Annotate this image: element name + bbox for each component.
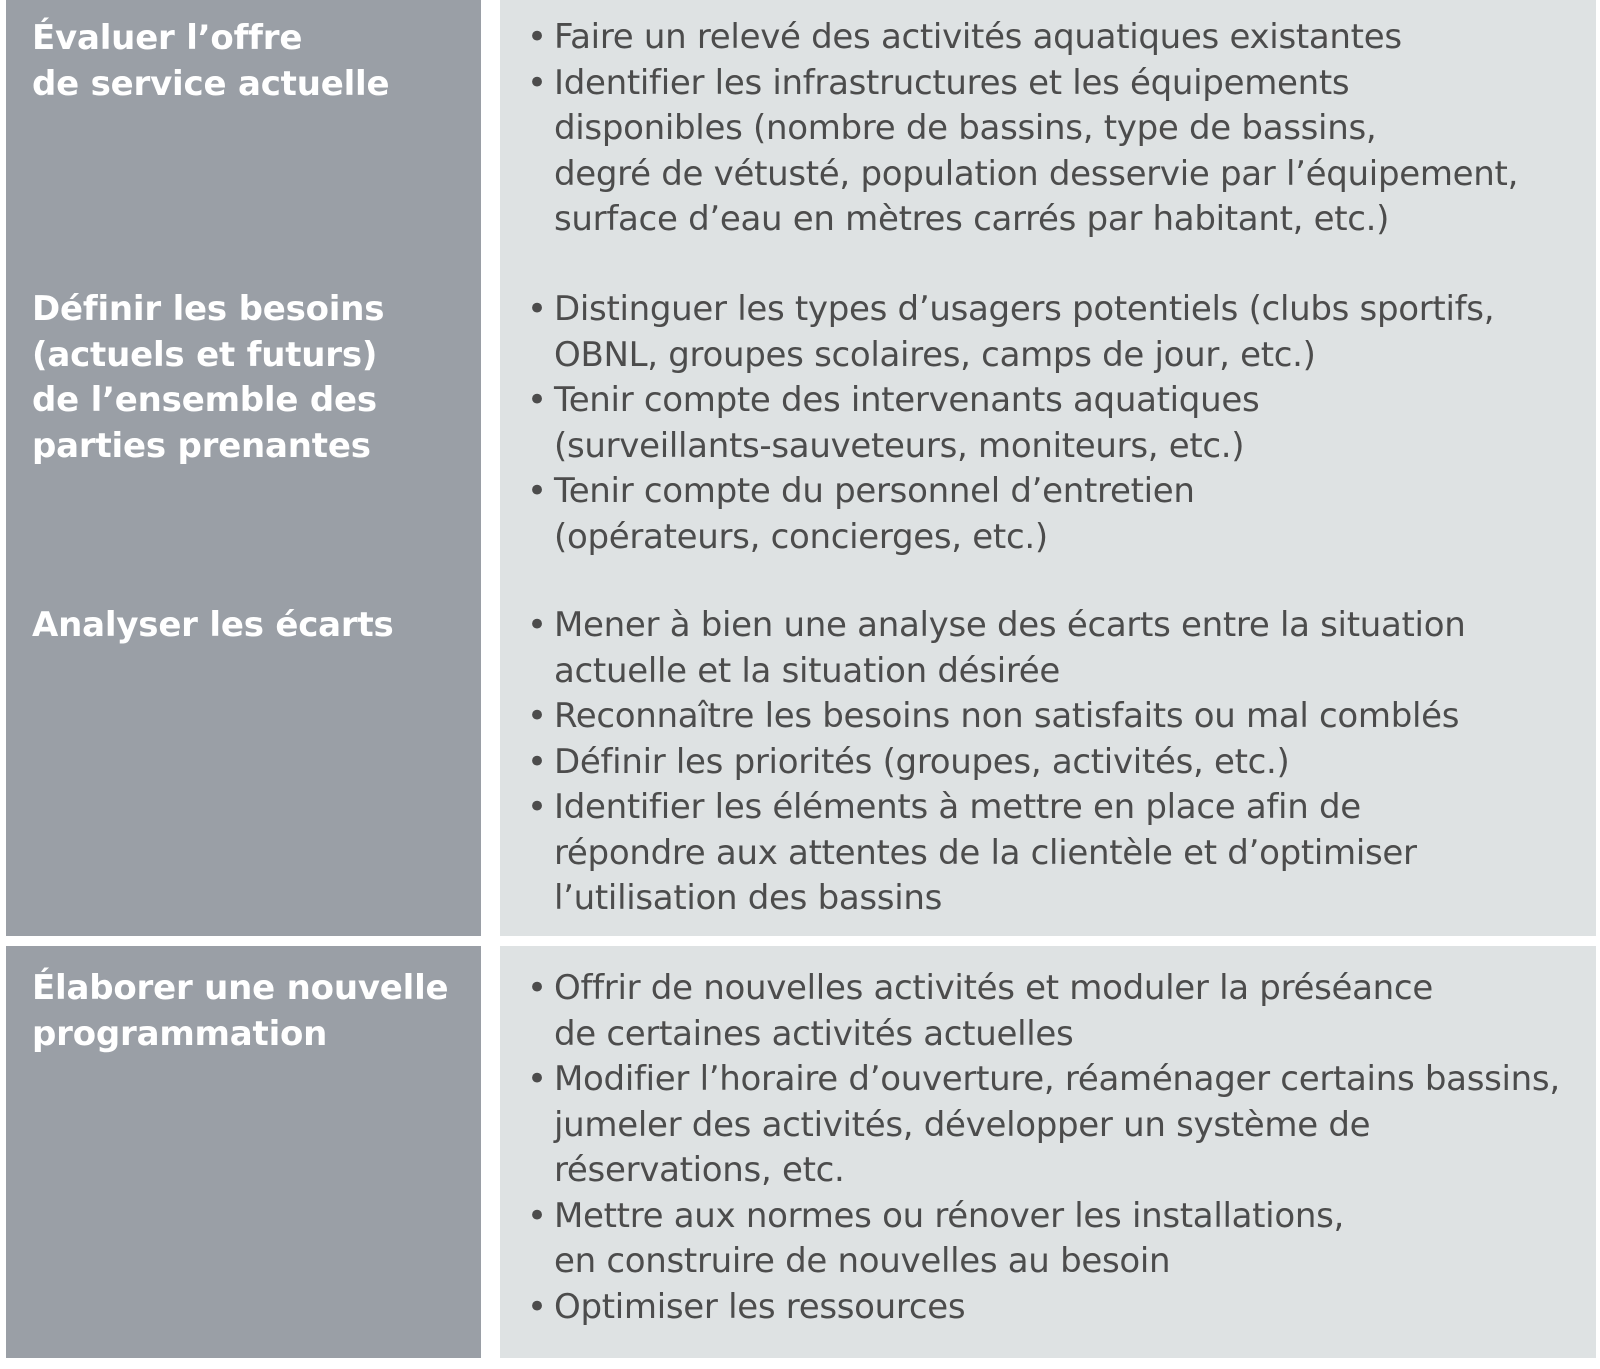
bullet-icon: • bbox=[527, 17, 547, 57]
section-heading-definir: Définir les besoins (actuels et futurs) de l’ensemble des parties prenantes bbox=[32, 289, 385, 466]
bullet-icon: • bbox=[527, 1059, 547, 1099]
list-item: • Mettre aux normes ou rénover les installations, en construire de nouvelles au besoin bbox=[527, 1195, 1344, 1281]
list-item: • Faire un relevé des activités aquatiques existantes bbox=[527, 15, 1587, 61]
section-heading-evaluer: Évaluer l’offre de service actuelle bbox=[32, 18, 390, 104]
list-item: • Offrir de nouvelles activités et moduler la préséance de certaines activités actuelles bbox=[527, 968, 1433, 1054]
list-item: • Mener à bien une analyse des écarts entre la situation actuelle et la situation désirée bbox=[527, 605, 1466, 691]
section-list-analyser bbox=[527, 603, 1587, 922]
bullet-icon: • bbox=[527, 471, 547, 511]
list-item: • Distinguer les types d’usagers potentiels (clubs sportifs, OBNL, groupes scolaires, camps de jour, etc.) bbox=[527, 289, 1495, 375]
list-item: • Tenir compte des intervenants aquatiques (surveillants-sauveteurs, moniteurs, etc.) bbox=[527, 380, 1260, 466]
section-heading-elaborer: Élaborer une nouvelle programmation bbox=[32, 968, 449, 1054]
bullet-icon: • bbox=[527, 380, 547, 420]
list-item: • Reconnaître les besoins non satisfaits ou mal comblés bbox=[527, 694, 1587, 740]
bullet-icon: • bbox=[527, 741, 547, 782]
bullet-icon: • bbox=[527, 1286, 547, 1327]
section-list-definir bbox=[527, 287, 1587, 560]
list-item: • Identifier les éléments à mettre en place afin de répondre aux attentes de la clientèle et d’optimiser l’utilisation des bassins bbox=[527, 787, 1417, 918]
list-item: • Identifier les infrastructures et les équipements disponibles (nombre de bassins, type de bassins, degré de vétusté, population desservie par l’équipement, surface d’eau en mètres carrés par habitant, etc.) bbox=[527, 62, 1519, 239]
bullet-icon: • bbox=[527, 1195, 547, 1236]
bullet-icon: • bbox=[527, 62, 547, 103]
section-heading-analyser: Analyser les écarts bbox=[32, 605, 394, 645]
bullet-icon: • bbox=[527, 289, 547, 329]
list-item: • Tenir compte du personnel d’entretien (opérateurs, concierges, etc.) bbox=[527, 471, 1195, 557]
bullet-icon: • bbox=[527, 605, 547, 645]
list-item: • Définir les priorités (groupes, activités, etc.) bbox=[527, 740, 1587, 786]
list-item: • Optimiser les ressources bbox=[527, 1285, 1587, 1331]
list-item: • Modifier l’horaire d’ouverture, réaménager certains bassins, jumeler des activités, développer un système de réservations, etc. bbox=[527, 1059, 1560, 1190]
bullet-icon: • bbox=[527, 696, 547, 736]
section-list-evaluer bbox=[527, 15, 1587, 243]
bullet-icon: • bbox=[527, 787, 547, 827]
bullet-icon: • bbox=[527, 968, 547, 1008]
section-list-elaborer bbox=[527, 966, 1587, 1330]
